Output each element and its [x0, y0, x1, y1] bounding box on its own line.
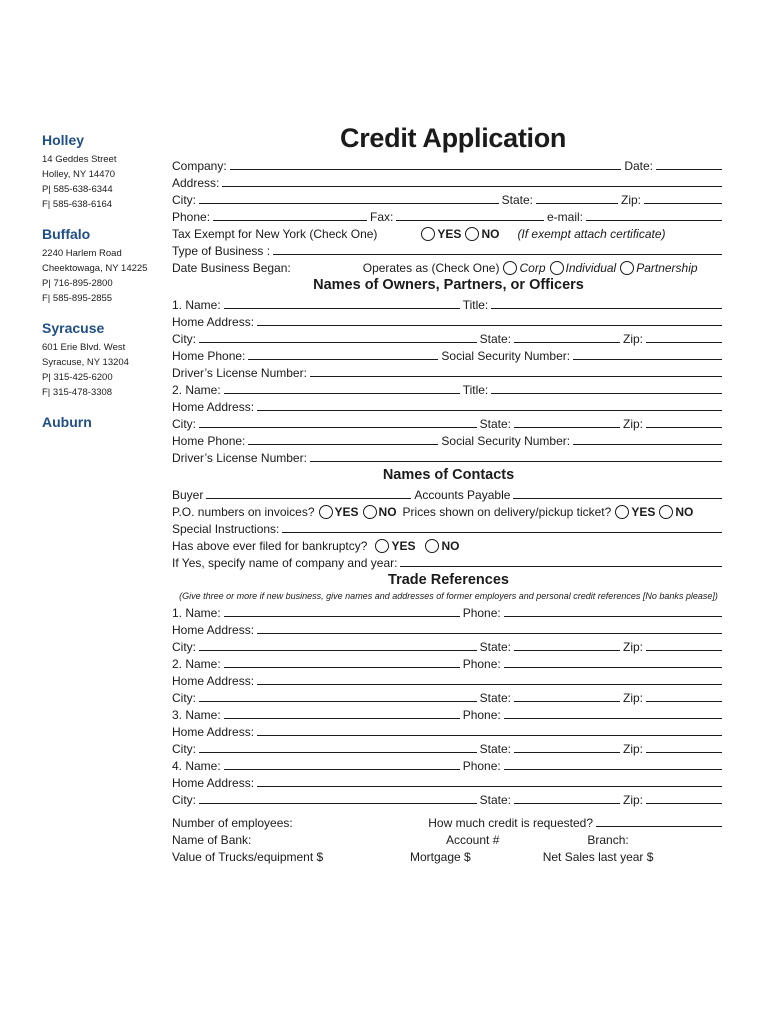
- business-type-label: Type of Business :: [172, 244, 271, 258]
- branch-label: Branch:: [587, 833, 629, 847]
- city-field[interactable]: [199, 203, 499, 204]
- trade3-name-field[interactable]: [224, 718, 460, 719]
- owner1-phone-row: [172, 346, 725, 363]
- trade4-state-label: State:: [479, 793, 511, 807]
- trade2-address-label: Home Address:: [172, 674, 255, 688]
- location-street: 14 Geddes Street: [42, 154, 117, 165]
- location-city: Syracuse, NY 13204: [42, 357, 129, 368]
- trade3-address-label: Home Address:: [172, 725, 255, 739]
- individual-checkbox[interactable]: [550, 261, 564, 275]
- owner1-name-row: [172, 295, 725, 312]
- location-city: Cheektowaga, NY 14225: [42, 263, 148, 274]
- location-city: Holley, NY 14470: [42, 169, 116, 180]
- location-street: 601 Erie Blvd. West: [42, 342, 126, 353]
- trade2-name-field[interactable]: [224, 667, 460, 668]
- owner1-license-row: [172, 363, 725, 380]
- trade3-address-row: [172, 722, 725, 739]
- zip-label: Zip:: [620, 193, 641, 207]
- trade3-name-label: 3. Name:: [172, 708, 221, 722]
- trade3-zip-field[interactable]: [646, 752, 722, 753]
- trade4-city-label: City:: [172, 793, 196, 807]
- location-phone: P| 585-638-6344: [42, 184, 113, 195]
- location-syracuse: [42, 320, 166, 400]
- trade3-city-row: [172, 739, 725, 756]
- city-label: City:: [172, 193, 196, 207]
- trade1-city-row: [172, 637, 725, 654]
- owner1-license-label: Driver’s License Number:: [172, 366, 307, 380]
- location-fax: F| 585-638-6164: [42, 199, 113, 210]
- trade1-name-label: 1. Name:: [172, 606, 221, 620]
- owner2-ssn-label: Social Security Number:: [441, 434, 571, 448]
- no-label: NO: [481, 227, 500, 241]
- location-name: Holley: [42, 132, 85, 148]
- trade3-phone-field[interactable]: [504, 718, 722, 719]
- location-buffalo: [42, 226, 166, 306]
- yes-label: YES: [437, 227, 462, 241]
- date-label: Date:: [624, 159, 653, 173]
- trade1-name-row: [172, 603, 725, 620]
- location-name: Auburn: [42, 414, 92, 430]
- po-no-checkbox[interactable]: [363, 505, 377, 519]
- owner1-name-field[interactable]: [224, 308, 460, 309]
- trade2-address-field[interactable]: [257, 684, 722, 685]
- trade4-zip-label: Zip:: [622, 793, 643, 807]
- trade2-state-field[interactable]: [514, 701, 620, 702]
- tax-exempt-yes-checkbox[interactable]: [421, 227, 435, 241]
- owner1-address-label: Home Address:: [172, 315, 255, 329]
- phone-field[interactable]: [213, 220, 367, 221]
- owner1-city-label: City:: [172, 332, 196, 346]
- company-field[interactable]: [230, 169, 622, 170]
- trade2-city-label: City:: [172, 691, 196, 705]
- trade1-state-field[interactable]: [514, 650, 620, 651]
- corp-checkbox[interactable]: [503, 261, 517, 275]
- trade-note: (Give three or more if new business, give names and addresses of former employers and personal credit references [No banks please]): [179, 591, 718, 601]
- owner2-title-field[interactable]: [491, 393, 722, 394]
- special-instructions-label: Special Instructions:: [172, 522, 280, 536]
- trade2-state-label: State:: [479, 691, 511, 705]
- if-yes-row: [172, 553, 725, 570]
- company-label: Company:: [172, 159, 227, 173]
- trade1-zip-label: Zip:: [622, 640, 643, 654]
- page-title: Credit Application: [340, 123, 567, 153]
- no-label: NO: [675, 505, 694, 519]
- trade1-city-label: City:: [172, 640, 196, 654]
- owner2-phone-row: [172, 431, 725, 448]
- business-type-field[interactable]: [273, 254, 722, 255]
- owner1-license-field[interactable]: [310, 376, 722, 377]
- trade4-name-field[interactable]: [224, 769, 460, 770]
- owner2-address-field[interactable]: [257, 410, 722, 411]
- trade4-city-row: [172, 790, 725, 807]
- trade2-zip-field[interactable]: [646, 701, 722, 702]
- owner2-city-label: City:: [172, 417, 196, 431]
- accounts-payable-field[interactable]: [513, 498, 722, 499]
- trade2-zip-label: Zip:: [622, 691, 643, 705]
- owner2-license-label: Driver’s License Number:: [172, 451, 307, 465]
- owner2-title-label: Title:: [462, 383, 489, 397]
- trade1-state-label: State:: [479, 640, 511, 654]
- owner1-zip-label: Zip:: [622, 332, 643, 346]
- owners-heading: Names of Owners, Partners, or Officers: [313, 277, 584, 293]
- trucks-label: Value of Trucks/equipment $: [172, 850, 324, 864]
- address-row: [172, 173, 725, 190]
- trade1-phone-field[interactable]: [504, 616, 722, 617]
- email-label: e-mail:: [546, 210, 583, 224]
- owner2-state-field[interactable]: [514, 427, 620, 428]
- bank-row: [172, 830, 725, 847]
- prices-no-checkbox[interactable]: [659, 505, 673, 519]
- trade2-address-row: [172, 671, 725, 688]
- credit-form: [172, 156, 725, 864]
- location-phone: P| 315-425-6200: [42, 372, 113, 383]
- trade4-address-field[interactable]: [257, 786, 722, 787]
- bankruptcy-yes-checkbox[interactable]: [375, 539, 389, 553]
- trade3-phone-label: Phone:: [462, 708, 501, 722]
- trade4-city-field[interactable]: [199, 803, 477, 804]
- state-field[interactable]: [536, 203, 618, 204]
- trucks-row: [172, 847, 725, 864]
- tax-exempt-row: [172, 224, 725, 241]
- owner2-phone-label: Home Phone:: [172, 434, 246, 448]
- fax-field[interactable]: [396, 220, 544, 221]
- yes-label: YES: [334, 505, 359, 519]
- trade4-phone-field[interactable]: [504, 769, 722, 770]
- yes-label: YES: [631, 505, 656, 519]
- location-street: 2240 Harlem Road: [42, 248, 122, 259]
- owner1-zip-field[interactable]: [646, 342, 722, 343]
- mortgage-label: Mortgage $: [410, 850, 471, 864]
- trade1-city-field[interactable]: [199, 650, 477, 651]
- special-row: [172, 519, 725, 536]
- trade4-state-field[interactable]: [514, 803, 620, 804]
- special-instructions-field[interactable]: [282, 532, 722, 533]
- bankruptcy-no-checkbox[interactable]: [425, 539, 439, 553]
- trade2-city-row: [172, 688, 725, 705]
- owner1-state-field[interactable]: [514, 342, 620, 343]
- individual-label: Individual: [565, 261, 617, 275]
- phone-label: Phone:: [172, 210, 211, 224]
- owner2-state-label: State:: [479, 417, 511, 431]
- email-field[interactable]: [586, 220, 722, 221]
- if-yes-field[interactable]: [400, 566, 722, 567]
- owner1-city-row: [172, 329, 725, 346]
- owner2-zip-label: Zip:: [622, 417, 643, 431]
- accounts-payable-label: Accounts Payable: [414, 488, 511, 502]
- trade2-city-field[interactable]: [199, 701, 477, 702]
- net-sales-label: Net Sales last year $: [542, 850, 654, 864]
- location-holley: [42, 132, 166, 212]
- phone-row: [172, 207, 725, 224]
- owner2-ssn-field[interactable]: [573, 444, 722, 445]
- trade3-state-label: State:: [479, 742, 511, 756]
- owner2-city-row: [172, 414, 725, 431]
- location-phone: P| 716-895-2800: [42, 278, 113, 289]
- trade4-zip-field[interactable]: [646, 803, 722, 804]
- owner1-ssn-field[interactable]: [573, 359, 722, 360]
- date-began-row: [172, 258, 725, 275]
- yes-label: YES: [391, 539, 416, 553]
- bank-name-label: Name of Bank:: [172, 833, 252, 847]
- city-row: [172, 190, 725, 207]
- buyer-row: [172, 485, 725, 502]
- exempt-note: (If exempt attach certificate): [517, 227, 666, 241]
- account-label: Account #: [446, 833, 500, 847]
- zip-field[interactable]: [644, 203, 722, 204]
- owner1-state-label: State:: [479, 332, 511, 346]
- owner1-city-field[interactable]: [199, 342, 477, 343]
- prices-yes-checkbox[interactable]: [615, 505, 629, 519]
- po-row: [172, 502, 725, 519]
- trade1-phone-label: Phone:: [462, 606, 501, 620]
- owner1-title-field[interactable]: [491, 308, 722, 309]
- trade1-address-label: Home Address:: [172, 623, 255, 637]
- owner2-license-field[interactable]: [310, 461, 722, 462]
- bankruptcy-label: Has above ever filed for bankruptcy?: [172, 539, 368, 553]
- trade3-state-field[interactable]: [514, 752, 620, 753]
- employees-label: Number of employees:: [172, 816, 293, 830]
- owner1-ssn-label: Social Security Number:: [441, 349, 571, 363]
- tax-exempt-no-checkbox[interactable]: [465, 227, 479, 241]
- trade1-address-row: [172, 620, 725, 637]
- trade3-zip-label: Zip:: [622, 742, 643, 756]
- owner1-phone-label: Home Phone:: [172, 349, 246, 363]
- trade3-name-row: [172, 705, 725, 722]
- location-fax: F| 585-895-2855: [42, 293, 113, 304]
- employees-row: [172, 813, 725, 830]
- location-fax: F| 315-478-3308: [42, 387, 113, 398]
- trade2-phone-field[interactable]: [504, 667, 722, 668]
- state-label: State:: [501, 193, 533, 207]
- contacts-heading: Names of Contacts: [382, 467, 515, 483]
- trade4-phone-label: Phone:: [462, 759, 501, 773]
- business-type-row: [172, 241, 725, 258]
- trade2-phone-label: Phone:: [462, 657, 501, 671]
- credit-requested-field[interactable]: [596, 826, 722, 827]
- if-yes-label: If Yes, specify name of company and year:: [172, 556, 398, 570]
- owner2-phone-field[interactable]: [248, 444, 438, 445]
- trade1-name-field[interactable]: [224, 616, 460, 617]
- location-name: Buffalo: [42, 226, 91, 242]
- trade2-name-row: [172, 654, 725, 671]
- operates-as-label: Operates as (Check One): [362, 261, 500, 275]
- po-yes-checkbox[interactable]: [319, 505, 333, 519]
- prices-shown-label: Prices shown on delivery/pickup ticket?: [402, 505, 612, 519]
- trade1-zip-field[interactable]: [646, 650, 722, 651]
- date-field[interactable]: [656, 169, 722, 170]
- corp-label: Corp: [519, 261, 546, 275]
- owner2-name-label: 2. Name:: [172, 383, 221, 397]
- no-label: NO: [441, 539, 460, 553]
- owner1-title-label: Title:: [462, 298, 489, 312]
- bankruptcy-row: [172, 536, 725, 553]
- buyer-field[interactable]: [206, 498, 411, 499]
- address-field[interactable]: [222, 186, 722, 187]
- trade3-address-field[interactable]: [257, 735, 722, 736]
- trade3-city-label: City:: [172, 742, 196, 756]
- owner2-address-row: [172, 397, 725, 414]
- location-name: Syracuse: [42, 320, 105, 336]
- address-label: Address:: [172, 176, 220, 190]
- trade4-name-label: 4. Name:: [172, 759, 221, 773]
- trade4-address-label: Home Address:: [172, 776, 255, 790]
- po-numbers-label: P.O. numbers on invoices?: [172, 505, 315, 519]
- trade3-city-field[interactable]: [199, 752, 477, 753]
- company-row: [172, 156, 725, 173]
- partnership-checkbox[interactable]: [620, 261, 634, 275]
- owner1-address-row: [172, 312, 725, 329]
- credit-requested-label: How much credit is requested?: [428, 816, 593, 830]
- owner2-address-label: Home Address:: [172, 400, 255, 414]
- owner2-name-field[interactable]: [224, 393, 460, 394]
- owner1-name-label: 1. Name:: [172, 298, 221, 312]
- buyer-label: Buyer: [172, 488, 204, 502]
- owner2-license-row: [172, 448, 725, 465]
- date-began-label: Date Business Began:: [172, 261, 291, 275]
- trade-heading: Trade References: [388, 572, 509, 588]
- locations-sidebar: [42, 132, 166, 444]
- owner2-city-field[interactable]: [199, 427, 477, 428]
- owner2-zip-field[interactable]: [646, 427, 722, 428]
- tax-exempt-label: Tax Exempt for New York (Check One): [172, 227, 378, 241]
- owner1-phone-field[interactable]: [248, 359, 438, 360]
- owner2-name-row: [172, 380, 725, 397]
- trade2-name-label: 2. Name:: [172, 657, 221, 671]
- trade1-address-field[interactable]: [257, 633, 722, 634]
- trade4-address-row: [172, 773, 725, 790]
- location-auburn: [42, 414, 166, 430]
- partnership-label: Partnership: [636, 261, 698, 275]
- fax-label: Fax:: [370, 210, 394, 224]
- trade4-name-row: [172, 756, 725, 773]
- owner1-address-field[interactable]: [257, 325, 722, 326]
- no-label: NO: [378, 505, 397, 519]
